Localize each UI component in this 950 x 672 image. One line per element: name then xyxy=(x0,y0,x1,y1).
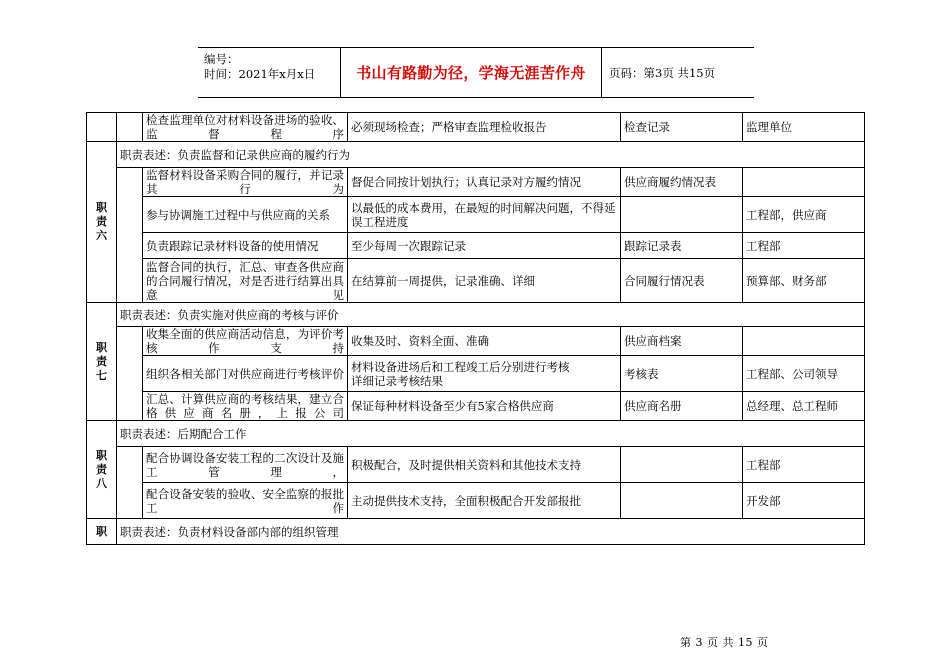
standard-cell: 保证每种材料设备至少有5家合格供应商 xyxy=(348,392,621,421)
partner-cell: 工程部、公司领导 xyxy=(743,356,865,392)
duty-statement: 职责表述：负责材料设备部内部的组织管理 xyxy=(117,519,865,545)
spacer-cell xyxy=(117,168,143,303)
task-cell: 监督材料设备采购合同的履行，并记录其行为 xyxy=(143,168,348,197)
duty-label-9: 职 xyxy=(87,519,117,545)
table-row xyxy=(87,392,865,421)
standard-cell: 必须现场检查；严格审查监理检收报告 xyxy=(348,113,621,142)
record-cell: 供应商名册 xyxy=(621,392,743,421)
record-cell: 供应商履约情况表 xyxy=(621,168,743,197)
spacer-cell xyxy=(117,113,143,142)
duty-statement-row xyxy=(87,519,865,545)
table-row xyxy=(87,259,865,303)
table-row xyxy=(87,327,865,356)
duty-label-7: 职 责 七 xyxy=(87,303,117,421)
table-row xyxy=(87,447,865,483)
document-number-label: 编号： xyxy=(204,52,239,66)
spacer-cell xyxy=(117,447,143,519)
task-cell: 组织各相关部门对供应商进行考核评价 xyxy=(143,356,348,392)
duty-statement: 职责表述：负责实施对供应商的考核与评价 xyxy=(117,303,865,327)
standard-cell: 收集及时、资料全面、准确 xyxy=(348,327,621,356)
header-motto: 书山有路勤为径，学海无涯苦作舟 xyxy=(341,48,602,97)
duty-table xyxy=(86,112,865,545)
task-cell: 负责跟踪记录材料设备的使用情况 xyxy=(143,233,348,259)
record-cell: 跟踪记录表 xyxy=(621,233,743,259)
duty-statement: 职责表述：后期配合工作 xyxy=(117,421,865,447)
partner-cell xyxy=(743,327,865,356)
record-cell: 合同履行情况表 xyxy=(621,259,743,303)
standard-cell: 材料设备进场后和工程竣工后分别进行考核 详细记录考核结果 xyxy=(348,356,621,392)
duty-label-6: 职 责 六 xyxy=(87,142,117,303)
duty-statement-row xyxy=(87,142,865,168)
table-row xyxy=(87,483,865,519)
partner-cell: 监理单位 xyxy=(743,113,865,142)
partner-cell xyxy=(743,168,865,197)
record-cell: 检查记录 xyxy=(621,113,743,142)
table-row xyxy=(87,233,865,259)
task-cell: 检查监理单位对材料设备进场的验收、监督程序 xyxy=(143,113,348,142)
standard-cell: 督促合同按计划执行；认真记录对方履约情况 xyxy=(348,168,621,197)
duty-statement-row xyxy=(87,421,865,447)
task-cell: 参与协调施工过程中与供应商的关系 xyxy=(143,197,348,233)
duty-label-cell xyxy=(87,113,117,142)
task-cell: 汇总、计算供应商的考核结果，建立合格供应商名册，上报公司 xyxy=(143,392,348,421)
standard-cell: 积极配合，及时提供相关资料和其他技术支持 xyxy=(348,447,621,483)
partner-cell: 工程部 xyxy=(743,447,865,483)
partner-cell: 开发部 xyxy=(743,483,865,519)
partner-cell: 工程部，供应商 xyxy=(743,197,865,233)
standard-cell: 以最低的成本费用，在最短的时间解决问题，不得延误工程进度 xyxy=(348,197,621,233)
record-cell: 考核表 xyxy=(621,356,743,392)
task-cell: 配合设备安装的验收、安全监察的报批工作 xyxy=(143,483,348,519)
standard-cell: 在结算前一周提供，记录准确、详细 xyxy=(348,259,621,303)
task-cell: 监督合同的执行，汇总、审查各供应商的合同履行情况，对是否进行结算出具意见 xyxy=(143,259,348,303)
record-cell: 供应商档案 xyxy=(621,327,743,356)
duty-statement: 职责表述：负责监督和记录供应商的履约行为 xyxy=(117,142,865,168)
record-cell xyxy=(621,483,743,519)
partner-cell: 预算部、财务部 xyxy=(743,259,865,303)
header-meta xyxy=(198,48,341,97)
task-cell: 配合协调设备安装工程的二次设计及施工管理， xyxy=(143,447,348,483)
table-row xyxy=(87,168,865,197)
spacer-cell xyxy=(117,327,143,421)
partner-cell: 总经理、总工程师 xyxy=(743,392,865,421)
duty-label-8: 职 责 八 xyxy=(87,421,117,519)
task-cell: 收集全面的供应商活动信息，为评价考核作支持 xyxy=(143,327,348,356)
record-cell xyxy=(621,447,743,483)
table-row xyxy=(87,356,865,392)
page-header xyxy=(198,47,754,98)
standard-cell: 主动提供技术支持，全面积极配合开发部报批 xyxy=(348,483,621,519)
duty-statement-row xyxy=(87,303,865,327)
footer-page-number: 第 3 页 共 15 页 xyxy=(680,636,769,649)
header-page-info: 页码：第3页 共15页 xyxy=(609,65,716,80)
partner-cell: 工程部 xyxy=(743,233,865,259)
standard-cell: 至少每周一次跟踪记录 xyxy=(348,233,621,259)
table-row xyxy=(87,197,865,233)
table-row xyxy=(87,113,865,142)
document-date: 时间：2021年x月x日 xyxy=(204,67,316,81)
record-cell xyxy=(621,197,743,233)
